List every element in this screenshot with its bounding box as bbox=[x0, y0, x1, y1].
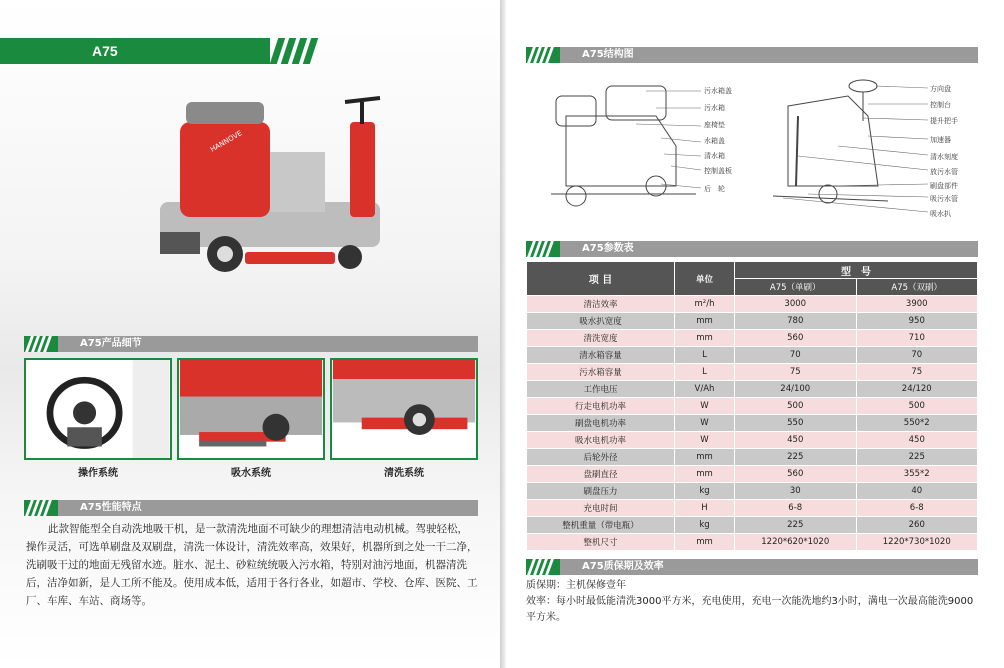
table-row bbox=[527, 449, 978, 466]
table-row bbox=[527, 364, 978, 381]
table-cell: H bbox=[675, 500, 735, 517]
table-row bbox=[527, 381, 978, 398]
detail-image-washing bbox=[330, 358, 478, 460]
table-cell: 260 bbox=[856, 517, 978, 534]
params-heading-bar bbox=[526, 241, 978, 257]
table-cell: 污水箱容量 bbox=[527, 364, 675, 381]
label-lift-handle: 提升把手 bbox=[930, 117, 958, 125]
header-double: A75（双刷） bbox=[856, 279, 978, 296]
table-row bbox=[527, 500, 978, 517]
header-item: 项 目 bbox=[527, 262, 675, 296]
table-row bbox=[527, 296, 978, 313]
label-rear-wheel: 后 轮 bbox=[704, 185, 725, 193]
table-cell: 6-8 bbox=[856, 500, 978, 517]
table-cell: W bbox=[675, 432, 735, 449]
table-cell: 24/120 bbox=[856, 381, 978, 398]
structure-heading: A75结构图 bbox=[560, 47, 978, 63]
table-cell: L bbox=[675, 364, 735, 381]
warranty-heading-bar bbox=[526, 559, 978, 575]
table-cell: 3900 bbox=[856, 296, 978, 313]
table-cell: mm bbox=[675, 313, 735, 330]
structure-diagram-left bbox=[546, 76, 766, 226]
table-cell: m²/h bbox=[675, 296, 735, 313]
table-cell: 清洗宽度 bbox=[527, 330, 675, 347]
table-cell: mm bbox=[675, 330, 735, 347]
caption-suction: 吸水系统 bbox=[231, 468, 271, 479]
table-cell: W bbox=[675, 398, 735, 415]
table-cell: 吸水电机功率 bbox=[527, 432, 675, 449]
table-row bbox=[527, 313, 978, 330]
features-heading-bar bbox=[24, 500, 478, 516]
table-cell: 560 bbox=[735, 466, 857, 483]
title-bar bbox=[0, 38, 318, 64]
table-cell: 225 bbox=[735, 517, 857, 534]
spec-table bbox=[526, 261, 978, 551]
label-tank-lid: 水箱盖 bbox=[704, 137, 725, 145]
table-row bbox=[527, 483, 978, 500]
machine-image bbox=[150, 92, 390, 282]
table-cell: 1220*620*1020 bbox=[735, 534, 857, 551]
label-clean-tank: 清水箱 bbox=[704, 152, 725, 160]
table-cell: 6-8 bbox=[735, 500, 857, 517]
table-cell: 24/100 bbox=[735, 381, 857, 398]
table-cell: 刷盘压力 bbox=[527, 483, 675, 500]
table-cell: 70 bbox=[735, 347, 857, 364]
table-cell: 清水箱容量 bbox=[527, 347, 675, 364]
table-cell: 710 bbox=[856, 330, 978, 347]
table-cell: 整机重量（带电瓶） bbox=[527, 517, 675, 534]
spec-table-body bbox=[527, 296, 978, 551]
table-row bbox=[527, 330, 978, 347]
table-cell: 30 bbox=[735, 483, 857, 500]
label-clean-water-gauge: 清水刻度 bbox=[930, 153, 958, 161]
table-cell: 225 bbox=[735, 449, 857, 466]
warranty-period: 质保期：主机保修壹年 bbox=[526, 580, 626, 591]
details-heading-bar bbox=[24, 336, 478, 352]
right-page bbox=[506, 0, 1004, 668]
features-text: 此款智能型全自动洗地吸干机，是一款清洗地面不可缺少的理想清洁电动机械。驾驶轻松，操作灵活，可选单刷盘及双刷盘，清洗一体设计，清洗效率高，效果好，机器所到之处一干二净，洗刷吸干过的地面无残留水迹。脏水、泥土、砂粒统统吸入污水箱，特别对油污地面，机器清洗后，洁净如新，是人工所不能及。使用成本低，适用于各行各业，如超市、学校、仓库、医院、工厂、车库、车站、商场等。 bbox=[26, 523, 478, 607]
label-wastewater-tank: 污水箱 bbox=[704, 104, 725, 112]
table-cell: 355*2 bbox=[856, 466, 978, 483]
table-cell: 清洁效率 bbox=[527, 296, 675, 313]
table-row bbox=[527, 466, 978, 483]
table-cell: 盘刷直径 bbox=[527, 466, 675, 483]
table-cell: 450 bbox=[735, 432, 857, 449]
caption-operation: 操作系统 bbox=[78, 468, 118, 479]
details-heading: A75产品细节 bbox=[58, 336, 478, 352]
table-cell: 1220*730*1020 bbox=[856, 534, 978, 551]
table-cell: 500 bbox=[735, 398, 857, 415]
table-row bbox=[527, 347, 978, 364]
table-cell: 行走电机功率 bbox=[527, 398, 675, 415]
table-cell: kg bbox=[675, 517, 735, 534]
table-cell: mm bbox=[675, 449, 735, 466]
table-cell: kg bbox=[675, 483, 735, 500]
warranty-text bbox=[526, 578, 982, 626]
label-seat-cushion: 座椅垫 bbox=[704, 121, 725, 129]
table-cell: mm bbox=[675, 466, 735, 483]
table-cell: 75 bbox=[735, 364, 857, 381]
table-cell: 950 bbox=[856, 313, 978, 330]
table-cell: 70 bbox=[856, 347, 978, 364]
features-heading: A75性能特点 bbox=[58, 500, 478, 516]
table-row bbox=[527, 534, 978, 551]
table-cell: 工作电压 bbox=[527, 381, 675, 398]
label-console: 控制台 bbox=[930, 101, 951, 109]
table-cell: W bbox=[675, 415, 735, 432]
table-cell: 500 bbox=[856, 398, 978, 415]
left-page bbox=[0, 0, 500, 668]
table-cell: 3000 bbox=[735, 296, 857, 313]
title-stripes bbox=[274, 38, 318, 64]
structure-heading-bar bbox=[526, 47, 978, 63]
detail-image-steering bbox=[24, 358, 172, 460]
label-suction-hose: 吸污水管 bbox=[930, 195, 958, 203]
header-unit: 单位 bbox=[675, 262, 735, 296]
params-heading: A75参数表 bbox=[560, 241, 978, 257]
label-accelerator: 加速器 bbox=[930, 136, 951, 144]
table-cell: 560 bbox=[735, 330, 857, 347]
label-squeegee: 吸水扒 bbox=[930, 210, 951, 218]
table-cell: 刷盘电机功率 bbox=[527, 415, 675, 432]
table-cell: 550 bbox=[735, 415, 857, 432]
label-drain-hose: 放污水管 bbox=[930, 168, 958, 176]
table-cell: L bbox=[675, 347, 735, 364]
caption-washing: 清洗系统 bbox=[384, 468, 424, 479]
svg-text:HANNOVE: HANNOVE bbox=[209, 129, 244, 154]
table-cell: 整机尺寸 bbox=[527, 534, 675, 551]
label-steering-wheel: 方向盘 bbox=[930, 85, 951, 93]
table-cell: 450 bbox=[856, 432, 978, 449]
table-row bbox=[527, 432, 978, 449]
table-cell: 吸水扒宽度 bbox=[527, 313, 675, 330]
table-cell: 550*2 bbox=[856, 415, 978, 432]
table-cell: 75 bbox=[856, 364, 978, 381]
table-cell: 780 bbox=[735, 313, 857, 330]
table-row bbox=[527, 415, 978, 432]
detail-image-suction bbox=[177, 358, 325, 460]
table-row bbox=[527, 398, 978, 415]
table-cell: 后轮外径 bbox=[527, 449, 675, 466]
table-cell: mm bbox=[675, 534, 735, 551]
table-cell: 40 bbox=[856, 483, 978, 500]
label-brush-assembly: 刷盘部件 bbox=[930, 182, 958, 190]
label-control-cover: 控制盖板 bbox=[704, 167, 732, 175]
header-model: 型 号 bbox=[735, 262, 978, 279]
table-cell: 225 bbox=[856, 449, 978, 466]
warranty-heading: A75质保期及效率 bbox=[560, 559, 978, 575]
warranty-efficiency: 效率：每小时最低能清洗3000平方米，充电使用，充电一次能洗地约3小时，满电一次最高能洗9000平方米。 bbox=[526, 596, 974, 623]
label-wastewater-lid: 污水箱盖 bbox=[704, 87, 732, 95]
table-row bbox=[527, 517, 978, 534]
header-single: A75（单刷） bbox=[735, 279, 857, 296]
page-title: A75 bbox=[0, 38, 270, 64]
table-cell: 充电时间 bbox=[527, 500, 675, 517]
table-cell: V/Ah bbox=[675, 381, 735, 398]
